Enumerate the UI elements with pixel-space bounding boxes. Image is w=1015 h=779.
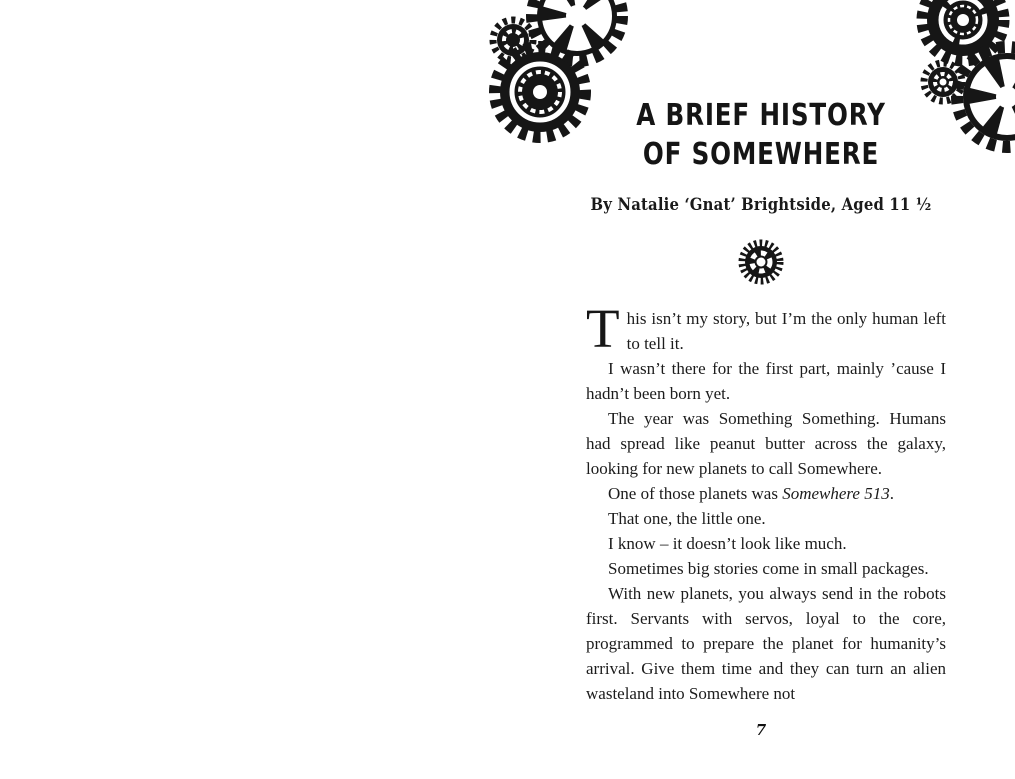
paragraph: One of those planets was Somewhere 513. xyxy=(608,484,894,503)
chapter-title-line2: OF SOMEWHERE xyxy=(642,137,880,172)
paragraph: This isn’t my story, but I’m the only human left to tell it. xyxy=(586,298,946,359)
chapter-title xyxy=(553,96,970,174)
paragraph: Sometimes big stories come in small packages. xyxy=(608,559,929,578)
planet-name: Somewhere 513 xyxy=(782,484,890,503)
paragraph: I know – it doesn’t look like much. xyxy=(608,534,847,553)
paragraph: That one, the little one. xyxy=(608,509,766,528)
paragraph: I wasn’t there for the first part, mainly ’cause I hadn’t been born yet. xyxy=(586,359,946,403)
paragraph: The year was Something Something. Humans had spread like peanut butter across the galaxy, looking for new planets to call Somewhere. xyxy=(586,409,946,478)
gear-ornament-icon xyxy=(736,237,786,287)
page-number: 7 xyxy=(755,721,767,739)
body-text xyxy=(586,298,946,706)
byline: By Natalie ‘Gnat’ Brightside, Aged 11 ½ xyxy=(590,195,932,214)
left-page-blank xyxy=(0,0,507,779)
paragraph: With new planets, you always send in the robots first. Servants with servos, loyal to the core, programmed to prepare the planet for humanity’s arrival. Give them time and they can turn an alien wasteland into Somewhere not xyxy=(586,584,946,703)
right-page xyxy=(507,0,1015,779)
drop-cap: T xyxy=(586,298,620,359)
chapter-title-line1: A BRIEF HISTORY xyxy=(636,98,886,133)
